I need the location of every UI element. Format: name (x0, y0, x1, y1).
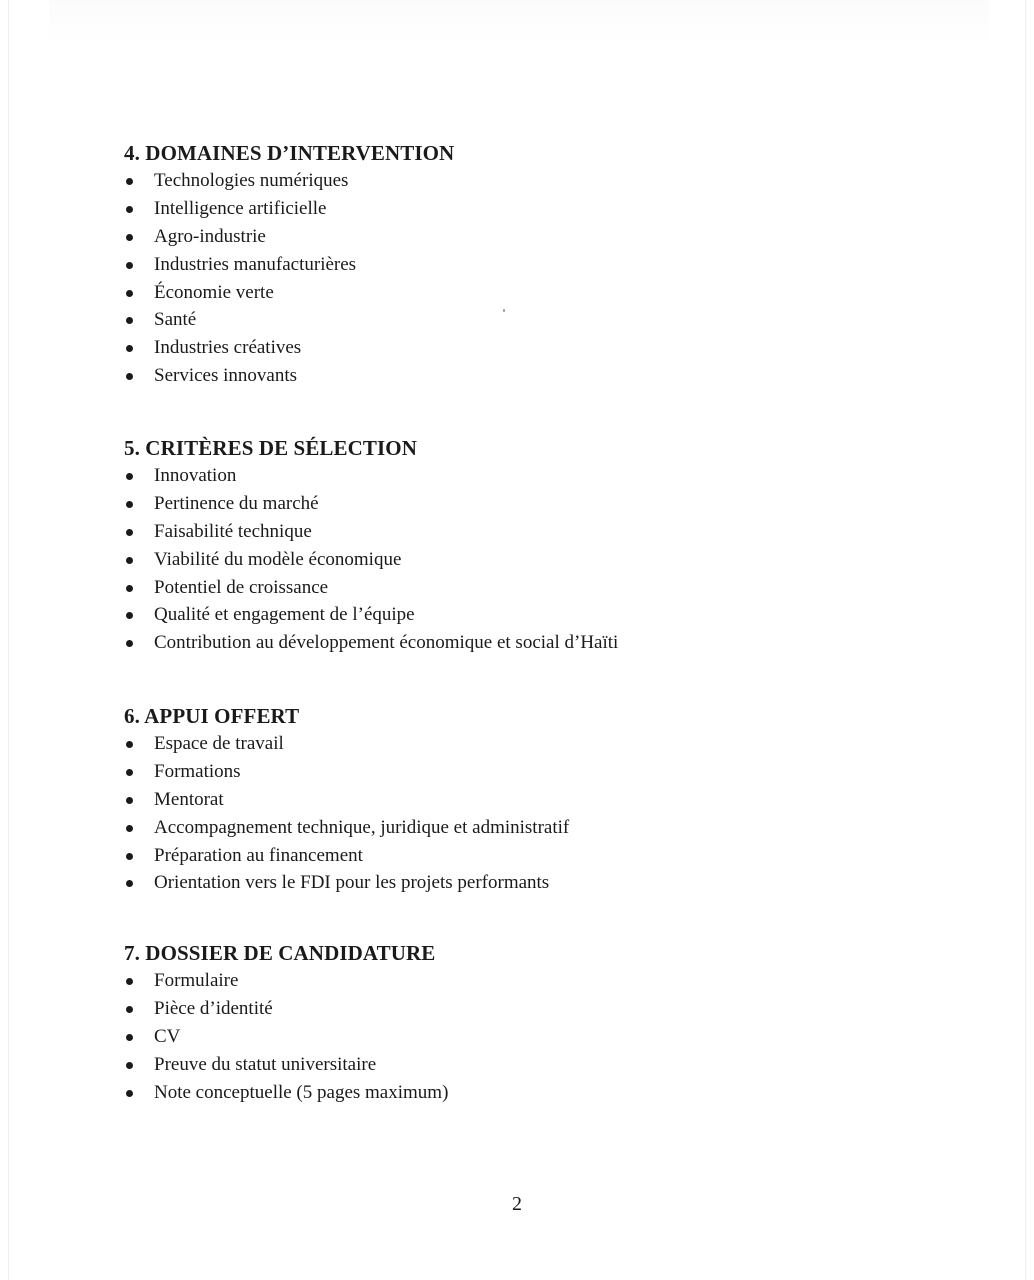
list-item-text: Industries créatives (154, 337, 302, 359)
bullet-list (124, 730, 944, 897)
list-item-text: Mentorat (154, 788, 224, 810)
list-item (124, 1023, 944, 1051)
section-heading: 4. DOMAINES D’INTERVENTION (124, 141, 455, 165)
bullet-icon (126, 640, 133, 647)
list-item (124, 167, 944, 195)
list-item (124, 786, 944, 814)
list-item (124, 629, 944, 657)
bullet-icon (126, 345, 133, 352)
section-appui-offert (124, 702, 944, 897)
bullet-icon (126, 501, 133, 508)
list-item (124, 574, 944, 602)
list-item-text: Contribution au développement économique et social d’Haïti (154, 632, 619, 654)
list-item (124, 306, 944, 334)
bullet-icon (126, 741, 133, 748)
list-item (124, 195, 944, 223)
list-item-text: Économie verte (154, 281, 274, 303)
section-heading: 5. CRITÈRES DE SÉLECTION (124, 436, 417, 460)
bullet-icon (126, 612, 133, 619)
bullet-icon (126, 290, 133, 297)
section-heading: 6. APPUI OFFERT (124, 704, 300, 728)
bullet-icon (126, 234, 133, 241)
list-item-text: Note conceptuelle (5 pages maximum) (154, 1081, 449, 1103)
list-item-text: Industries manufacturières (154, 253, 357, 275)
list-item-text: CV (154, 1025, 181, 1047)
list-item (124, 518, 944, 546)
bullet-icon (126, 529, 133, 536)
list-item-text: Pièce d’identité (154, 997, 273, 1019)
section-criteres-selection (124, 434, 944, 657)
list-item-text: Formulaire (154, 970, 239, 991)
list-item-text: Préparation au financement (154, 844, 363, 866)
list-item (124, 730, 944, 758)
bullet-icon (126, 825, 133, 832)
list-item (124, 758, 944, 786)
list-item-text: Qualité et engagement de l’équipe (154, 604, 415, 626)
list-item (124, 362, 944, 390)
list-item-text: Accompagnement technique, juridique et administratif (154, 816, 570, 838)
list-item (124, 1051, 944, 1079)
page-number: 2 (512, 1193, 522, 1215)
list-item-text: Pertinence du marché (154, 492, 319, 514)
bullet-icon (126, 373, 133, 380)
scan-shadow (49, 0, 989, 44)
bullet-icon (126, 206, 133, 213)
list-item (124, 490, 944, 518)
bullet-icon (126, 317, 133, 324)
list-item-text: Preuve du statut universitaire (154, 1053, 377, 1075)
bullet-icon (126, 769, 133, 776)
list-item (124, 546, 944, 574)
list-item (124, 462, 944, 490)
section-domaines-intervention (124, 139, 944, 390)
list-item-text: Viabilité du modèle économique (154, 548, 402, 570)
list-item (124, 251, 944, 279)
list-item (124, 334, 944, 362)
list-item (124, 967, 944, 995)
list-item-text: Innovation (154, 465, 237, 486)
list-item-text: Technologies numériques (154, 170, 349, 191)
bullet-icon (126, 262, 133, 269)
list-item (124, 995, 944, 1023)
section-heading: 7. DOSSIER DE CANDIDATURE (124, 941, 436, 965)
bullet-icon (126, 1062, 133, 1069)
bullet-icon (126, 853, 133, 860)
bullet-icon (126, 797, 133, 804)
list-item (124, 1079, 944, 1107)
bullet-icon (126, 880, 133, 887)
bullet-list (124, 462, 944, 657)
list-item-text: Orientation vers le FDI pour les projets performants (154, 872, 550, 894)
bullet-icon (126, 178, 133, 185)
list-item (124, 842, 944, 870)
list-item (124, 814, 944, 842)
bullet-list (124, 967, 944, 1106)
list-item (124, 601, 944, 629)
list-item-text: Santé (154, 309, 197, 331)
bullet-icon (126, 473, 133, 480)
list-item (124, 869, 944, 897)
list-item-text: Services innovants (154, 365, 298, 387)
bullet-icon (126, 1006, 133, 1013)
list-item-text: Intelligence artificielle (154, 197, 327, 219)
list-item-text: Espace de travail (154, 733, 284, 754)
bullet-icon (126, 557, 133, 564)
list-item-text: Faisabilité technique (154, 520, 312, 542)
list-item (124, 279, 944, 307)
bullet-icon (126, 1034, 133, 1041)
bullet-list (124, 167, 944, 390)
bullet-icon (126, 1090, 133, 1097)
list-item-text: Formations (154, 760, 241, 782)
list-item-text: Agro-industrie (154, 225, 266, 247)
section-dossier-candidature (124, 939, 944, 1106)
bullet-icon (126, 585, 133, 592)
list-item (124, 223, 944, 251)
list-item-text: Potentiel de croissance (154, 576, 329, 598)
bullet-icon (126, 978, 133, 985)
